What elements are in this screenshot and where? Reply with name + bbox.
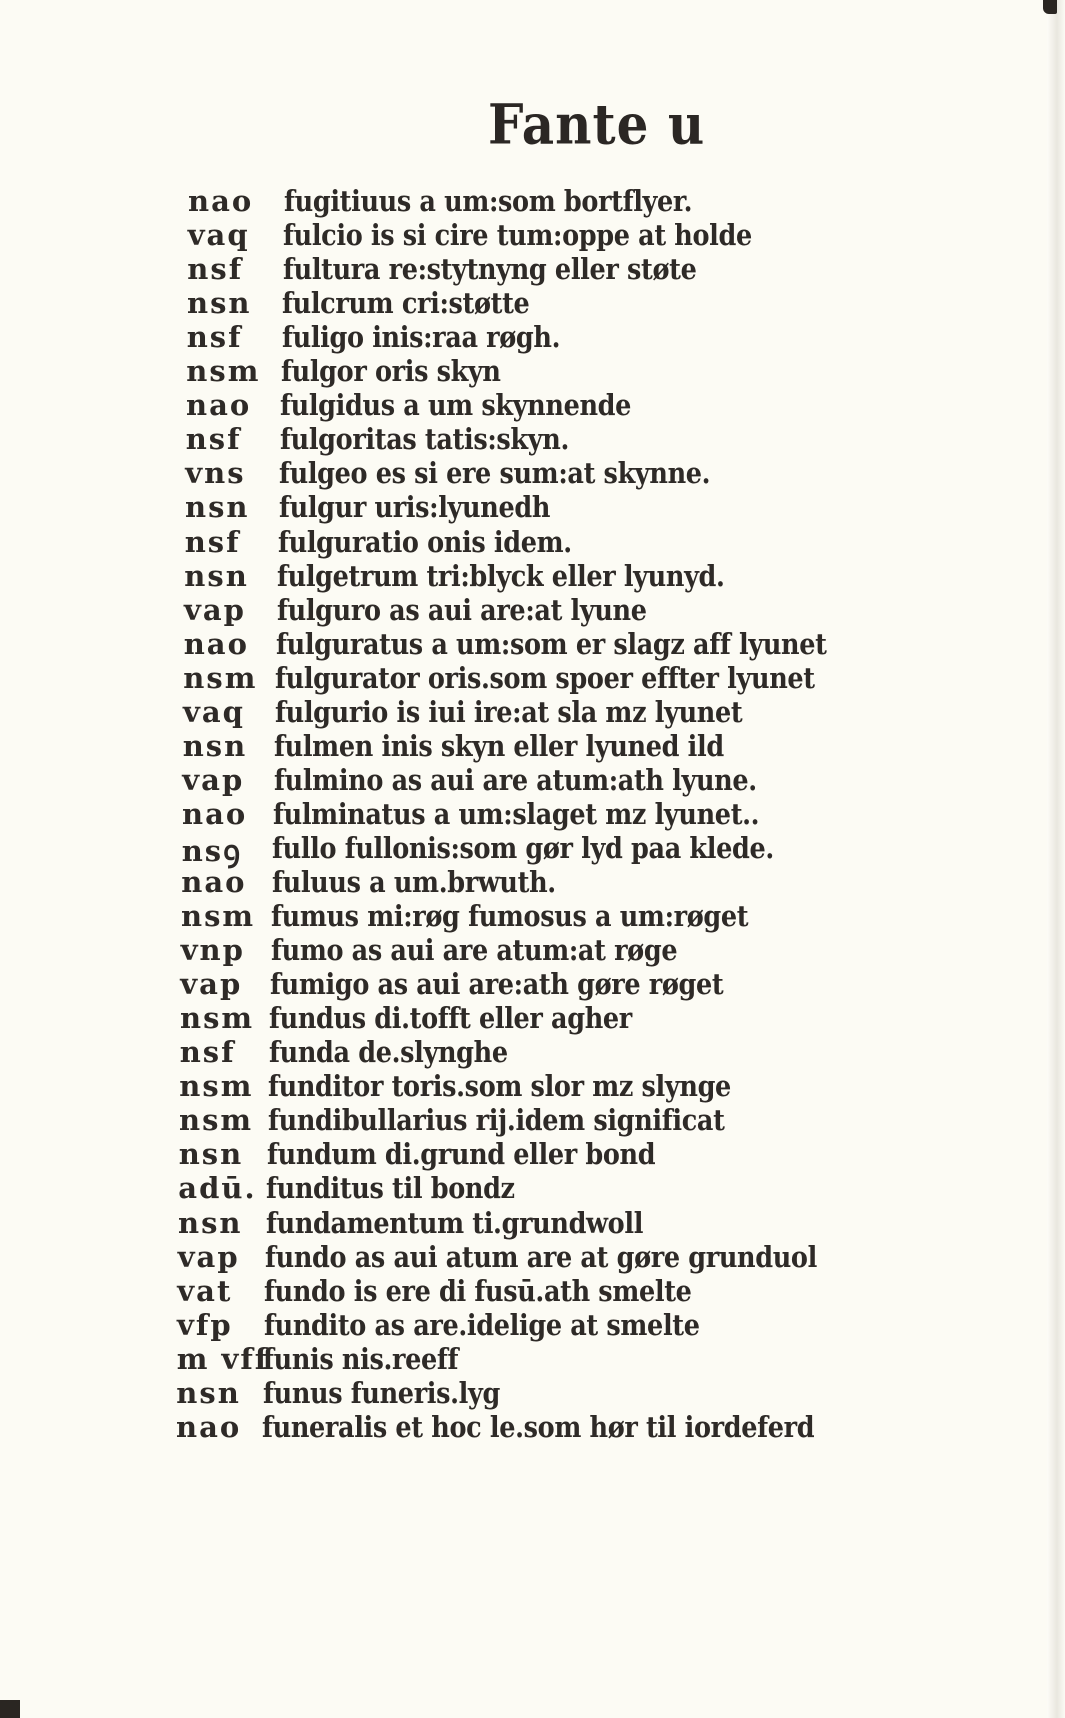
entry-grammar-code: vap bbox=[182, 762, 245, 797]
entry-grammar-code: m vff bbox=[176, 1341, 270, 1376]
entry-headword-gloss: fundamentum ti.grundwoll bbox=[265, 1205, 643, 1240]
entry-grammar-code: nsn bbox=[178, 1137, 244, 1172]
entry-headword-gloss: fugitiuus a um:som bortflyer. bbox=[284, 184, 693, 218]
entry-headword-gloss: funis nis.reeff bbox=[263, 1341, 459, 1376]
entry-grammar-code: nsn bbox=[187, 286, 252, 321]
entry-headword-gloss: funda de.slynghe bbox=[268, 1035, 508, 1070]
entry-headword-gloss: fundibullarius rij.idem significat bbox=[267, 1103, 725, 1138]
entry-headword-gloss: funditor toris.som slor mz slynge bbox=[268, 1069, 732, 1104]
entry-headword-gloss: fundo is ere di fusū.ath smelte bbox=[264, 1273, 692, 1308]
entry-headword-gloss: fuluus a um.brwuth. bbox=[271, 865, 556, 899]
entry-headword-gloss: funus funeris.lyg bbox=[262, 1375, 500, 1410]
entry-grammar-code: adū. bbox=[178, 1171, 257, 1206]
entry-headword-gloss: fuligo inis:raa røgh. bbox=[281, 320, 560, 355]
entry-grammar-code: nao bbox=[188, 184, 254, 218]
entry-grammar-code: nsm bbox=[183, 660, 258, 695]
entry-headword-gloss: fulgor oris skyn bbox=[280, 354, 501, 389]
entry-headword-gloss: fulgoritas tatis:skyn. bbox=[279, 422, 569, 457]
page-heading: Fante u bbox=[488, 92, 706, 157]
entry-grammar-code: nsn bbox=[178, 1205, 243, 1240]
entry-grammar-code: nsf bbox=[186, 320, 243, 355]
entry-headword-gloss: fundum di.grund eller bond bbox=[266, 1137, 656, 1172]
entry-grammar-code: nao bbox=[181, 865, 247, 899]
entry-headword-gloss: fultura re:stytnyng eller støte bbox=[282, 252, 697, 287]
entry-grammar-code: vaq bbox=[183, 694, 245, 729]
entry-grammar-code: nsn bbox=[176, 1375, 241, 1410]
entry-headword-gloss: funeralis et hoc le.som hør til iordeferd bbox=[262, 1409, 815, 1444]
entry-grammar-code: nao bbox=[183, 626, 249, 661]
entry-grammar-code: nsf bbox=[184, 524, 241, 559]
entry-grammar-code: nsf bbox=[187, 252, 244, 287]
entry-headword-gloss: fulgeo es si ere sum:at skynne. bbox=[279, 456, 711, 491]
entry-headword-gloss: fulgetrum tri:blyck eller lyunyd. bbox=[277, 558, 725, 593]
entry-headword-gloss: fullo fullonis:som gør lyd paa klede. bbox=[272, 830, 775, 865]
entry-grammar-code: vap bbox=[180, 967, 243, 1002]
entry-headword-gloss: fulgurator oris.som spoer effter lyunet bbox=[275, 660, 816, 695]
entry-grammar-code: nsf bbox=[185, 422, 242, 457]
entry-grammar-code: nsm bbox=[179, 1103, 254, 1138]
entry-headword-gloss: fulguratus a um:som er slagz aff lyunet bbox=[276, 626, 827, 661]
entry-headword-gloss: fulgidus a um skynnende bbox=[280, 388, 632, 423]
entry-headword-gloss: funditus til bondz bbox=[266, 1171, 515, 1206]
entry-grammar-code: vaq bbox=[187, 218, 250, 253]
entry-grammar-code: vfp bbox=[177, 1307, 233, 1342]
entry-headword-gloss: fundus di.tofft eller agher bbox=[269, 1001, 633, 1036]
entry-headword-gloss: fulgurio is iui ire:at sla mz lyunet bbox=[274, 694, 743, 729]
entry-grammar-code: vnp bbox=[180, 933, 245, 968]
entry-headword-gloss: fulgur uris:lyunedh bbox=[278, 490, 550, 525]
entry-headword-gloss: fulcio is si cire tum:oppe at holde bbox=[283, 218, 753, 253]
entry-grammar-code: vns bbox=[185, 456, 246, 491]
entry-grammar-code: vap bbox=[177, 1239, 240, 1274]
entry-grammar-code: nsn bbox=[182, 728, 248, 763]
entry-headword-gloss: fumus mi:røg fumosus a um:røget bbox=[271, 899, 749, 933]
entry-grammar-code: nao bbox=[186, 388, 252, 423]
entry-grammar-code: nsm bbox=[181, 899, 256, 933]
entry-headword-gloss: fundo as aui atum are at gøre grunduol bbox=[265, 1239, 818, 1274]
entry-grammar-code: nsf bbox=[179, 1035, 236, 1070]
entry-headword-gloss: fumigo as aui are:ath gøre røget bbox=[269, 967, 724, 1002]
entry-headword-gloss: fulmen inis skyn eller lyuned ild bbox=[274, 728, 725, 763]
entry-grammar-code: vap bbox=[184, 592, 246, 627]
entry-headword-gloss: fulcrum cri:støtte bbox=[282, 286, 530, 321]
entry-headword-gloss: fulminatus a um:slaget mz lyunet.. bbox=[273, 796, 760, 831]
entry-headword-gloss: fulmino as aui are atum:ath lyune. bbox=[273, 762, 757, 797]
entry-grammar-code: nsm bbox=[179, 1069, 254, 1104]
entry-grammar-code: nao bbox=[182, 796, 248, 831]
entry-grammar-code: nsn bbox=[185, 490, 250, 525]
entry-headword-gloss: fumo as aui are atum:at røge bbox=[270, 933, 677, 968]
entry-grammar-code: nao bbox=[176, 1409, 242, 1444]
entry-headword-gloss: fulguro as aui are:at lyune bbox=[276, 592, 647, 627]
entry-grammar-code: nsꝯ bbox=[181, 833, 243, 868]
entry-grammar-code: nsm bbox=[180, 1001, 255, 1036]
entry-grammar-code: nsm bbox=[186, 354, 261, 389]
entry-headword-gloss: fundito as are.idelige at smelte bbox=[263, 1307, 700, 1342]
entry-headword-gloss: fulguratio onis idem. bbox=[277, 524, 572, 559]
entry-grammar-code: vat bbox=[177, 1273, 233, 1308]
entry-grammar-code: nsn bbox=[184, 558, 249, 593]
